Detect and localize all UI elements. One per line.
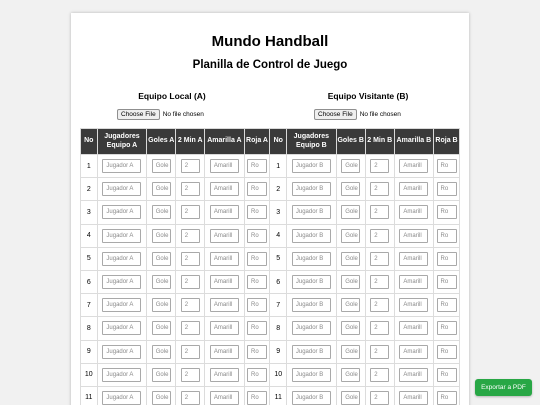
input-cell — [176, 340, 205, 363]
input-cell — [434, 386, 460, 405]
team-a-two-min-input[interactable]: 2 — [181, 182, 200, 196]
table-row — [81, 178, 460, 201]
column-header: 2 Min B — [365, 129, 394, 155]
team-a-red-card-input[interactable]: Ro — [247, 321, 267, 335]
input-cell — [97, 224, 147, 247]
input-cell — [97, 340, 147, 363]
input-cell — [97, 178, 147, 201]
input-cell — [365, 247, 394, 270]
row-number-a: 8 — [81, 317, 98, 340]
input-cell — [336, 386, 365, 405]
team-a-yellow-card-input[interactable]: Amarill — [210, 321, 239, 335]
table-row — [81, 270, 460, 293]
table-row — [81, 340, 460, 363]
input-cell — [394, 247, 433, 270]
team-a-player-name-input[interactable]: Jugador A — [102, 229, 141, 243]
team-b-goals-input[interactable]: Gole — [341, 321, 360, 335]
input-cell — [147, 386, 176, 405]
team-a-player-name-input[interactable]: Jugador A — [102, 391, 141, 405]
input-cell — [205, 178, 244, 201]
team-b-player-name-input[interactable]: Jugador B — [292, 321, 331, 335]
team-b-goals-input[interactable]: Gole — [341, 391, 360, 405]
team-a-two-min-input[interactable]: 2 — [181, 159, 200, 173]
team-a-player-name-input[interactable]: Jugador A — [102, 298, 141, 312]
input-cell — [147, 247, 176, 270]
team-a-goals-input[interactable]: Gole — [152, 205, 171, 219]
row-number-b: 8 — [270, 317, 287, 340]
input-cell — [365, 294, 394, 317]
input-cell — [336, 363, 365, 386]
input-cell — [205, 224, 244, 247]
input-cell — [365, 178, 394, 201]
row-number-a: 3 — [81, 201, 98, 224]
team-a-red-card-input[interactable]: Ro — [247, 298, 267, 312]
team-b-player-name-input[interactable]: Jugador B — [292, 275, 331, 289]
team-b-goals-input[interactable]: Gole — [341, 159, 360, 173]
input-cell — [336, 155, 365, 178]
team-b-yellow-card-input[interactable]: Amarill — [399, 159, 428, 173]
team-b-red-card-input[interactable]: Ro — [437, 275, 457, 289]
table-row — [81, 201, 460, 224]
team-a-player-name-input[interactable]: Jugador A — [102, 252, 141, 266]
team-a-red-card-input[interactable]: Ro — [247, 275, 267, 289]
input-cell — [394, 155, 433, 178]
team-b-player-name-input[interactable]: Jugador B — [292, 252, 331, 266]
team-a-heading: Equipo Local (A) — [138, 91, 206, 101]
team-a-red-card-input[interactable]: Ro — [247, 182, 267, 196]
team-b-goals-input[interactable]: Gole — [341, 182, 360, 196]
team-b-heading: Equipo Visitante (B) — [327, 91, 409, 101]
input-cell — [147, 178, 176, 201]
input-cell — [97, 294, 147, 317]
team-b-two-min-input[interactable]: 2 — [370, 321, 389, 335]
team-b-yellow-card-input[interactable]: Amarill — [399, 391, 428, 405]
team-b-player-name-input[interactable]: Jugador B — [292, 345, 331, 359]
row-number-a: 10 — [81, 363, 98, 386]
row-number-a: 1 — [81, 155, 98, 178]
row-number-b: 10 — [270, 363, 287, 386]
team-b-red-card-input[interactable]: Ro — [437, 205, 457, 219]
input-cell — [434, 294, 460, 317]
team-b-two-min-input[interactable]: 2 — [370, 205, 389, 219]
team-b-player-name-input[interactable]: Jugador B — [292, 205, 331, 219]
input-cell — [394, 363, 433, 386]
table-row — [81, 247, 460, 270]
row-number-b: 11 — [270, 386, 287, 405]
team-b-goals-input[interactable]: Gole — [341, 275, 360, 289]
players-table — [80, 128, 460, 405]
input-cell — [365, 340, 394, 363]
team-a-yellow-card-input[interactable]: Amarill — [210, 159, 239, 173]
row-number-b: 3 — [270, 201, 287, 224]
input-cell — [97, 386, 147, 405]
team-a-two-min-input[interactable]: 2 — [181, 229, 200, 243]
input-cell — [244, 247, 270, 270]
input-cell — [176, 363, 205, 386]
table-body — [81, 155, 460, 405]
table-row — [81, 155, 460, 178]
team-a-player-name-input[interactable]: Jugador A — [102, 321, 141, 335]
team-b-two-min-input[interactable]: 2 — [370, 229, 389, 243]
column-header: No — [81, 129, 98, 155]
team-b-two-min-input[interactable]: 2 — [370, 391, 389, 405]
planilla-sheet — [71, 13, 469, 405]
input-cell — [434, 178, 460, 201]
team-a-player-name-input[interactable]: Jugador A — [102, 345, 141, 359]
input-cell — [336, 270, 365, 293]
input-cell — [434, 340, 460, 363]
team-a-goals-input[interactable]: Gole — [152, 275, 171, 289]
input-cell — [434, 247, 460, 270]
input-cell — [394, 294, 433, 317]
team-b-yellow-card-input[interactable]: Amarill — [399, 345, 428, 359]
input-cell — [336, 224, 365, 247]
team-a-yellow-card-input[interactable]: Amarill — [210, 391, 239, 405]
input-cell — [434, 155, 460, 178]
input-cell — [176, 386, 205, 405]
team-a-red-card-input[interactable]: Ro — [247, 205, 267, 219]
input-cell — [365, 386, 394, 405]
team-b-two-min-input[interactable]: 2 — [370, 275, 389, 289]
input-cell — [365, 317, 394, 340]
input-cell — [97, 155, 147, 178]
input-cell — [176, 201, 205, 224]
input-cell — [97, 270, 147, 293]
input-cell — [147, 155, 176, 178]
input-cell — [205, 386, 244, 405]
team-b-yellow-card-input[interactable]: Amarill — [399, 298, 428, 312]
input-cell — [147, 363, 176, 386]
input-cell — [394, 270, 433, 293]
input-cell — [287, 178, 337, 201]
input-cell — [336, 340, 365, 363]
team-b-player-name-input[interactable]: Jugador B — [292, 391, 331, 405]
team-b-file-input[interactable] — [314, 109, 401, 120]
team-b-yellow-card-input[interactable]: Amarill — [399, 368, 428, 382]
row-number-a: 9 — [81, 340, 98, 363]
input-cell — [336, 201, 365, 224]
input-cell — [244, 224, 270, 247]
team-a-player-name-input[interactable]: Jugador A — [102, 275, 141, 289]
input-cell — [176, 317, 205, 340]
table-header-row — [81, 129, 460, 155]
input-cell — [336, 317, 365, 340]
team-a-two-min-input[interactable]: 2 — [181, 368, 200, 382]
row-number-b: 6 — [270, 270, 287, 293]
row-number-b: 2 — [270, 178, 287, 201]
input-cell — [244, 317, 270, 340]
column-header: Jugadores Equipo A — [97, 129, 147, 155]
input-cell — [97, 317, 147, 340]
input-cell — [394, 317, 433, 340]
column-header: Roja A — [244, 129, 270, 155]
team-a-red-card-input[interactable]: Ro — [247, 252, 267, 266]
page-title: Mundo Handball — [211, 33, 329, 50]
input-cell — [147, 340, 176, 363]
column-header: Goles A — [147, 129, 176, 155]
team-b-yellow-card-input[interactable]: Amarill — [399, 252, 428, 266]
input-cell — [434, 201, 460, 224]
column-header: Roja B — [434, 129, 460, 155]
input-cell — [336, 178, 365, 201]
team-a-red-card-input[interactable]: Ro — [247, 345, 267, 359]
team-b-two-min-input[interactable]: 2 — [370, 159, 389, 173]
team-a-player-name-input[interactable]: Jugador A — [102, 182, 141, 196]
input-cell — [287, 224, 337, 247]
team-a-two-min-input[interactable]: 2 — [181, 298, 200, 312]
row-number-b: 9 — [270, 340, 287, 363]
team-a-yellow-card-input[interactable]: Amarill — [210, 229, 239, 243]
column-header: No — [270, 129, 287, 155]
input-cell — [287, 201, 337, 224]
table-row — [81, 363, 460, 386]
input-cell — [205, 201, 244, 224]
column-header: Amarilla B — [394, 129, 433, 155]
team-b-player-name-input[interactable]: Jugador B — [292, 368, 331, 382]
team-a-yellow-card-input[interactable]: Amarill — [210, 205, 239, 219]
table-row — [81, 294, 460, 317]
team-a-yellow-card-input[interactable]: Amarill — [210, 252, 239, 266]
team-a-file-status: No file chosen — [162, 111, 204, 118]
team-a-red-card-input[interactable]: Ro — [247, 229, 267, 243]
team-b-two-min-input[interactable]: 2 — [370, 345, 389, 359]
team-b-yellow-card-input[interactable]: Amarill — [399, 182, 428, 196]
row-number-a: 7 — [81, 294, 98, 317]
input-cell — [176, 270, 205, 293]
input-cell — [205, 247, 244, 270]
column-header: Jugadores Equipo B — [287, 129, 337, 155]
input-cell — [365, 363, 394, 386]
column-header: 2 Min A — [176, 129, 205, 155]
input-cell — [434, 363, 460, 386]
team-a-two-min-input[interactable]: 2 — [181, 321, 200, 335]
team-a-goals-input[interactable]: Gole — [152, 321, 171, 335]
input-cell — [97, 247, 147, 270]
input-cell — [365, 270, 394, 293]
team-a-red-card-input[interactable]: Ro — [247, 368, 267, 382]
input-cell — [394, 201, 433, 224]
team-a-goals-input[interactable]: Gole — [152, 368, 171, 382]
team-b-two-min-input[interactable]: 2 — [370, 368, 389, 382]
column-header: Amarilla A — [205, 129, 244, 155]
input-cell — [176, 294, 205, 317]
input-cell — [205, 270, 244, 293]
table-row — [81, 224, 460, 247]
input-cell — [434, 270, 460, 293]
team-a-two-min-input[interactable]: 2 — [181, 252, 200, 266]
team-a-choose-file-button[interactable]: Choose File — [117, 109, 160, 120]
team-b-player-name-input[interactable]: Jugador B — [292, 159, 331, 173]
team-a-goals-input[interactable]: Gole — [152, 345, 171, 359]
team-a-yellow-card-input[interactable]: Amarill — [210, 298, 239, 312]
input-cell — [244, 201, 270, 224]
team-b-red-card-input[interactable]: Ro — [437, 345, 457, 359]
export-pdf-button[interactable]: Exportar a PDF — [475, 379, 532, 396]
input-cell — [176, 224, 205, 247]
row-number-a: 11 — [81, 386, 98, 405]
team-b-red-card-input[interactable]: Ro — [437, 159, 457, 173]
row-number-b: 1 — [270, 155, 287, 178]
row-number-a: 4 — [81, 224, 98, 247]
input-cell — [287, 247, 337, 270]
team-b-goals-input[interactable]: Gole — [341, 368, 360, 382]
input-cell — [205, 155, 244, 178]
team-a-yellow-card-input[interactable]: Amarill — [210, 345, 239, 359]
team-b-choose-file-button[interactable]: Choose File — [314, 109, 357, 120]
team-a-red-card-input[interactable]: Ro — [247, 391, 267, 405]
input-cell — [287, 317, 337, 340]
row-number-a: 5 — [81, 247, 98, 270]
input-cell — [147, 224, 176, 247]
input-cell — [176, 247, 205, 270]
input-cell — [287, 270, 337, 293]
input-cell — [365, 155, 394, 178]
team-b-player-name-input[interactable]: Jugador B — [292, 298, 331, 312]
team-a-goals-input[interactable]: Gole — [152, 252, 171, 266]
row-number-b: 7 — [270, 294, 287, 317]
input-cell — [365, 224, 394, 247]
input-cell — [287, 363, 337, 386]
input-cell — [287, 386, 337, 405]
table-row — [81, 386, 460, 405]
team-a-two-min-input[interactable]: 2 — [181, 391, 200, 405]
team-b-yellow-card-input[interactable]: Amarill — [399, 229, 428, 243]
input-cell — [244, 270, 270, 293]
input-cell — [97, 363, 147, 386]
input-cell — [394, 224, 433, 247]
input-cell — [336, 294, 365, 317]
team-a-two-min-input[interactable]: 2 — [181, 345, 200, 359]
team-b-two-min-input[interactable]: 2 — [370, 252, 389, 266]
team-a-goals-input[interactable]: Gole — [152, 391, 171, 405]
team-b-goals-input[interactable]: Gole — [341, 298, 360, 312]
team-b-yellow-card-input[interactable]: Amarill — [399, 205, 428, 219]
team-b-player-name-input[interactable]: Jugador B — [292, 229, 331, 243]
input-cell — [97, 201, 147, 224]
row-number-a: 2 — [81, 178, 98, 201]
input-cell — [394, 386, 433, 405]
team-b-yellow-card-input[interactable]: Amarill — [399, 321, 428, 335]
row-number-b: 5 — [270, 247, 287, 270]
input-cell — [394, 340, 433, 363]
team-a-two-min-input[interactable]: 2 — [181, 275, 200, 289]
team-b-yellow-card-input[interactable]: Amarill — [399, 275, 428, 289]
team-b-player-name-input[interactable]: Jugador B — [292, 182, 331, 196]
row-number-b: 4 — [270, 224, 287, 247]
input-cell — [147, 294, 176, 317]
input-cell — [176, 155, 205, 178]
team-a-goals-input[interactable]: Gole — [152, 182, 171, 196]
team-b-red-card-input[interactable]: Ro — [437, 182, 457, 196]
input-cell — [205, 317, 244, 340]
team-a-player-name-input[interactable]: Jugador A — [102, 205, 141, 219]
input-cell — [434, 317, 460, 340]
input-cell — [434, 224, 460, 247]
input-cell — [205, 294, 244, 317]
team-b-goals-input[interactable]: Gole — [341, 229, 360, 243]
team-b-two-min-input[interactable]: 2 — [370, 182, 389, 196]
row-number-a: 6 — [81, 270, 98, 293]
input-cell — [287, 340, 337, 363]
input-cell — [244, 386, 270, 405]
team-b-two-min-input[interactable]: 2 — [370, 298, 389, 312]
input-cell — [205, 340, 244, 363]
input-cell — [244, 294, 270, 317]
input-cell — [365, 201, 394, 224]
input-cell — [147, 201, 176, 224]
team-a-red-card-input[interactable]: Ro — [247, 159, 267, 173]
column-header: Goles B — [336, 129, 365, 155]
team-a-file-input[interactable] — [117, 109, 204, 120]
team-b-red-card-input[interactable]: Ro — [437, 368, 457, 382]
team-a-goals-input[interactable]: Gole — [152, 159, 171, 173]
input-cell — [244, 340, 270, 363]
team-b-red-card-input[interactable]: Ro — [437, 321, 457, 335]
team-b-goals-input[interactable]: Gole — [341, 205, 360, 219]
team-a-goals-input[interactable]: Gole — [152, 229, 171, 243]
team-b-goals-input[interactable]: Gole — [341, 345, 360, 359]
team-a-two-min-input[interactable]: 2 — [181, 205, 200, 219]
input-cell — [394, 178, 433, 201]
team-b-red-card-input[interactable]: Ro — [437, 229, 457, 243]
input-cell — [147, 317, 176, 340]
input-cell — [176, 178, 205, 201]
team-b-red-card-input[interactable]: Ro — [437, 391, 457, 405]
input-cell — [287, 155, 337, 178]
team-a-player-name-input[interactable]: Jugador A — [102, 159, 141, 173]
input-cell — [336, 247, 365, 270]
input-cell — [147, 270, 176, 293]
team-a-yellow-card-input[interactable]: Amarill — [210, 275, 239, 289]
team-b-red-card-input[interactable]: Ro — [437, 252, 457, 266]
input-cell — [244, 155, 270, 178]
team-b-red-card-input[interactable]: Ro — [437, 298, 457, 312]
input-cell — [205, 363, 244, 386]
team-b-goals-input[interactable]: Gole — [341, 252, 360, 266]
team-a-goals-input[interactable]: Gole — [152, 298, 171, 312]
team-a-yellow-card-input[interactable]: Amarill — [210, 182, 239, 196]
input-cell — [244, 363, 270, 386]
table-row — [81, 317, 460, 340]
page-subtitle: Planilla de Control de Juego — [192, 59, 348, 71]
team-a-yellow-card-input[interactable]: Amarill — [210, 368, 239, 382]
team-b-file-status: No file chosen — [359, 111, 401, 118]
input-cell — [244, 178, 270, 201]
input-cell — [287, 294, 337, 317]
team-a-player-name-input[interactable]: Jugador A — [102, 368, 141, 382]
